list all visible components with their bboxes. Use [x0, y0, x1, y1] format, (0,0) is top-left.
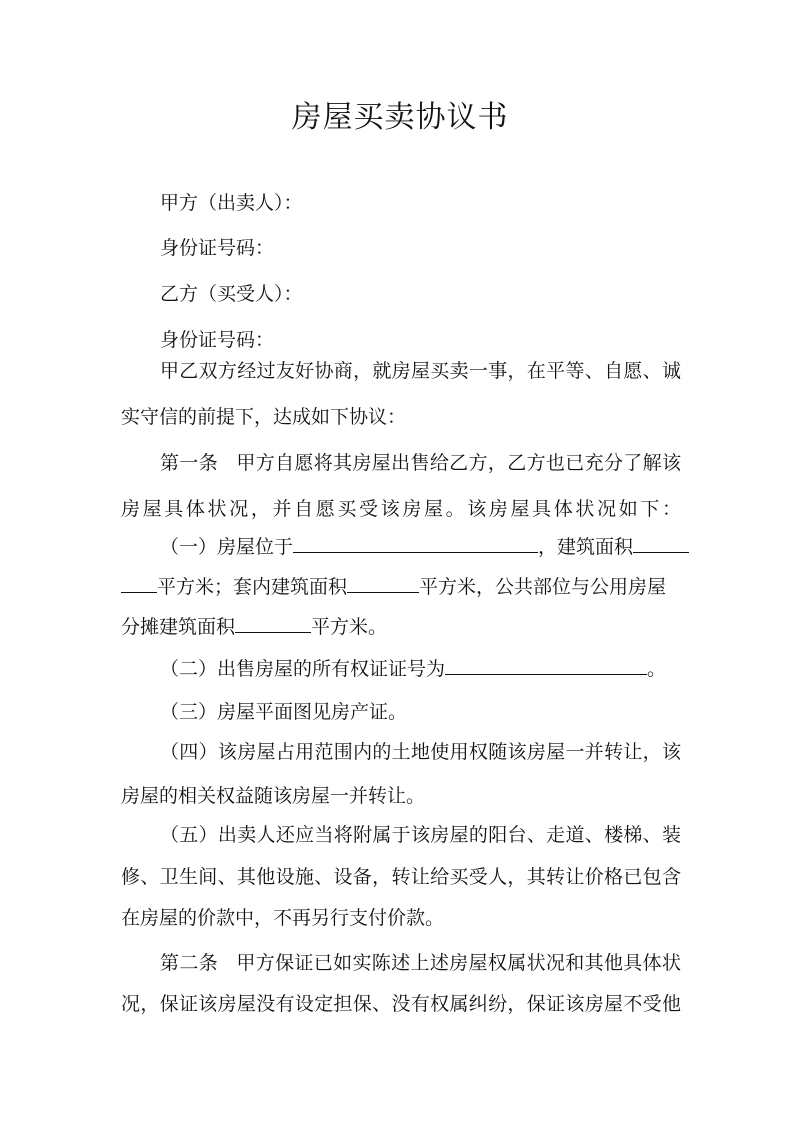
certificate-number-blank [445, 657, 647, 675]
house-location-blank [293, 535, 538, 553]
article-1-line-1 [160, 448, 681, 478]
item-1-location-label: （一）房屋位于 [160, 536, 294, 558]
inner-area-blank [347, 575, 419, 593]
item-1-area-label: ，建筑面积 [538, 536, 634, 558]
intro-line-1: 甲乙双方经过友好协商，就房屋买卖一事，在平等、自愿、诚 [160, 360, 681, 382]
building-area-blank-end [121, 575, 157, 593]
document-title: 房屋买卖协议书 [291, 100, 509, 135]
seller-label: 甲方（出卖人）： [160, 192, 303, 214]
item-1-line-3 [121, 612, 681, 642]
item-2-line [160, 654, 681, 684]
item-4-line-1: （四）该房屋占用范围内的土地使用权随该房屋一并转让，该 [160, 741, 681, 763]
item-5-line-1: （五）出卖人还应当将附属于该房屋的阳台、走道、楼梯、装 [160, 824, 681, 846]
item-5-line-2: 修、卫生间、其他设施、设备，转让给买受人，其转让价格已包含 [121, 866, 681, 888]
article-1-text-1: 甲方自愿将其房屋出售给乙方，乙方也已充分了解该 [236, 452, 681, 474]
seller-id-label: 身份证号码： [160, 237, 275, 259]
item-4-line-2: 房屋的相关权益随该房屋一并转让。 [121, 785, 426, 807]
buyer-id-label: 身份证号码： [160, 329, 275, 351]
article-1-heading: 第一条 [160, 452, 219, 474]
buyer-label: 乙方（买受人）： [160, 283, 303, 305]
article-2-text-1: 甲方保证已如实陈述上述房屋权属状况和其他具体状 [236, 952, 681, 974]
intro-line-2: 实守信的前提下，达成如下协议： [121, 406, 407, 428]
building-area-blank-start [633, 535, 689, 553]
item-1-shared-label: 分摊建筑面积 [121, 616, 236, 638]
item-1-unit: 平方米。 [311, 616, 388, 638]
article-1-line-2: 房屋具体状况，并自愿买受该房屋。该房屋具体状况如下： [121, 498, 681, 520]
item-5-line-3: 在房屋的价款中，不再另行支付价款。 [121, 907, 445, 929]
article-2-line-2: 况，保证该房屋没有设定担保、没有权属纠纷，保证该房屋不受他 [121, 993, 681, 1015]
item-3-line: （三）房屋平面图见房产证。 [160, 701, 408, 723]
item-1-line-1 [160, 532, 681, 562]
article-2-line-1 [160, 948, 681, 978]
item-2-label: （二）出售房屋的所有权证证号为 [160, 658, 446, 680]
item-2-end: 。 [647, 658, 667, 680]
article-2-heading: 第二条 [160, 952, 219, 974]
item-1-inner-area-label: 平方米；套内建筑面积 [157, 576, 348, 598]
item-1-shared-area-label: 平方米，公共部位与公用房屋 [419, 576, 667, 598]
shared-area-blank [235, 615, 311, 633]
item-1-line-2 [121, 572, 681, 602]
